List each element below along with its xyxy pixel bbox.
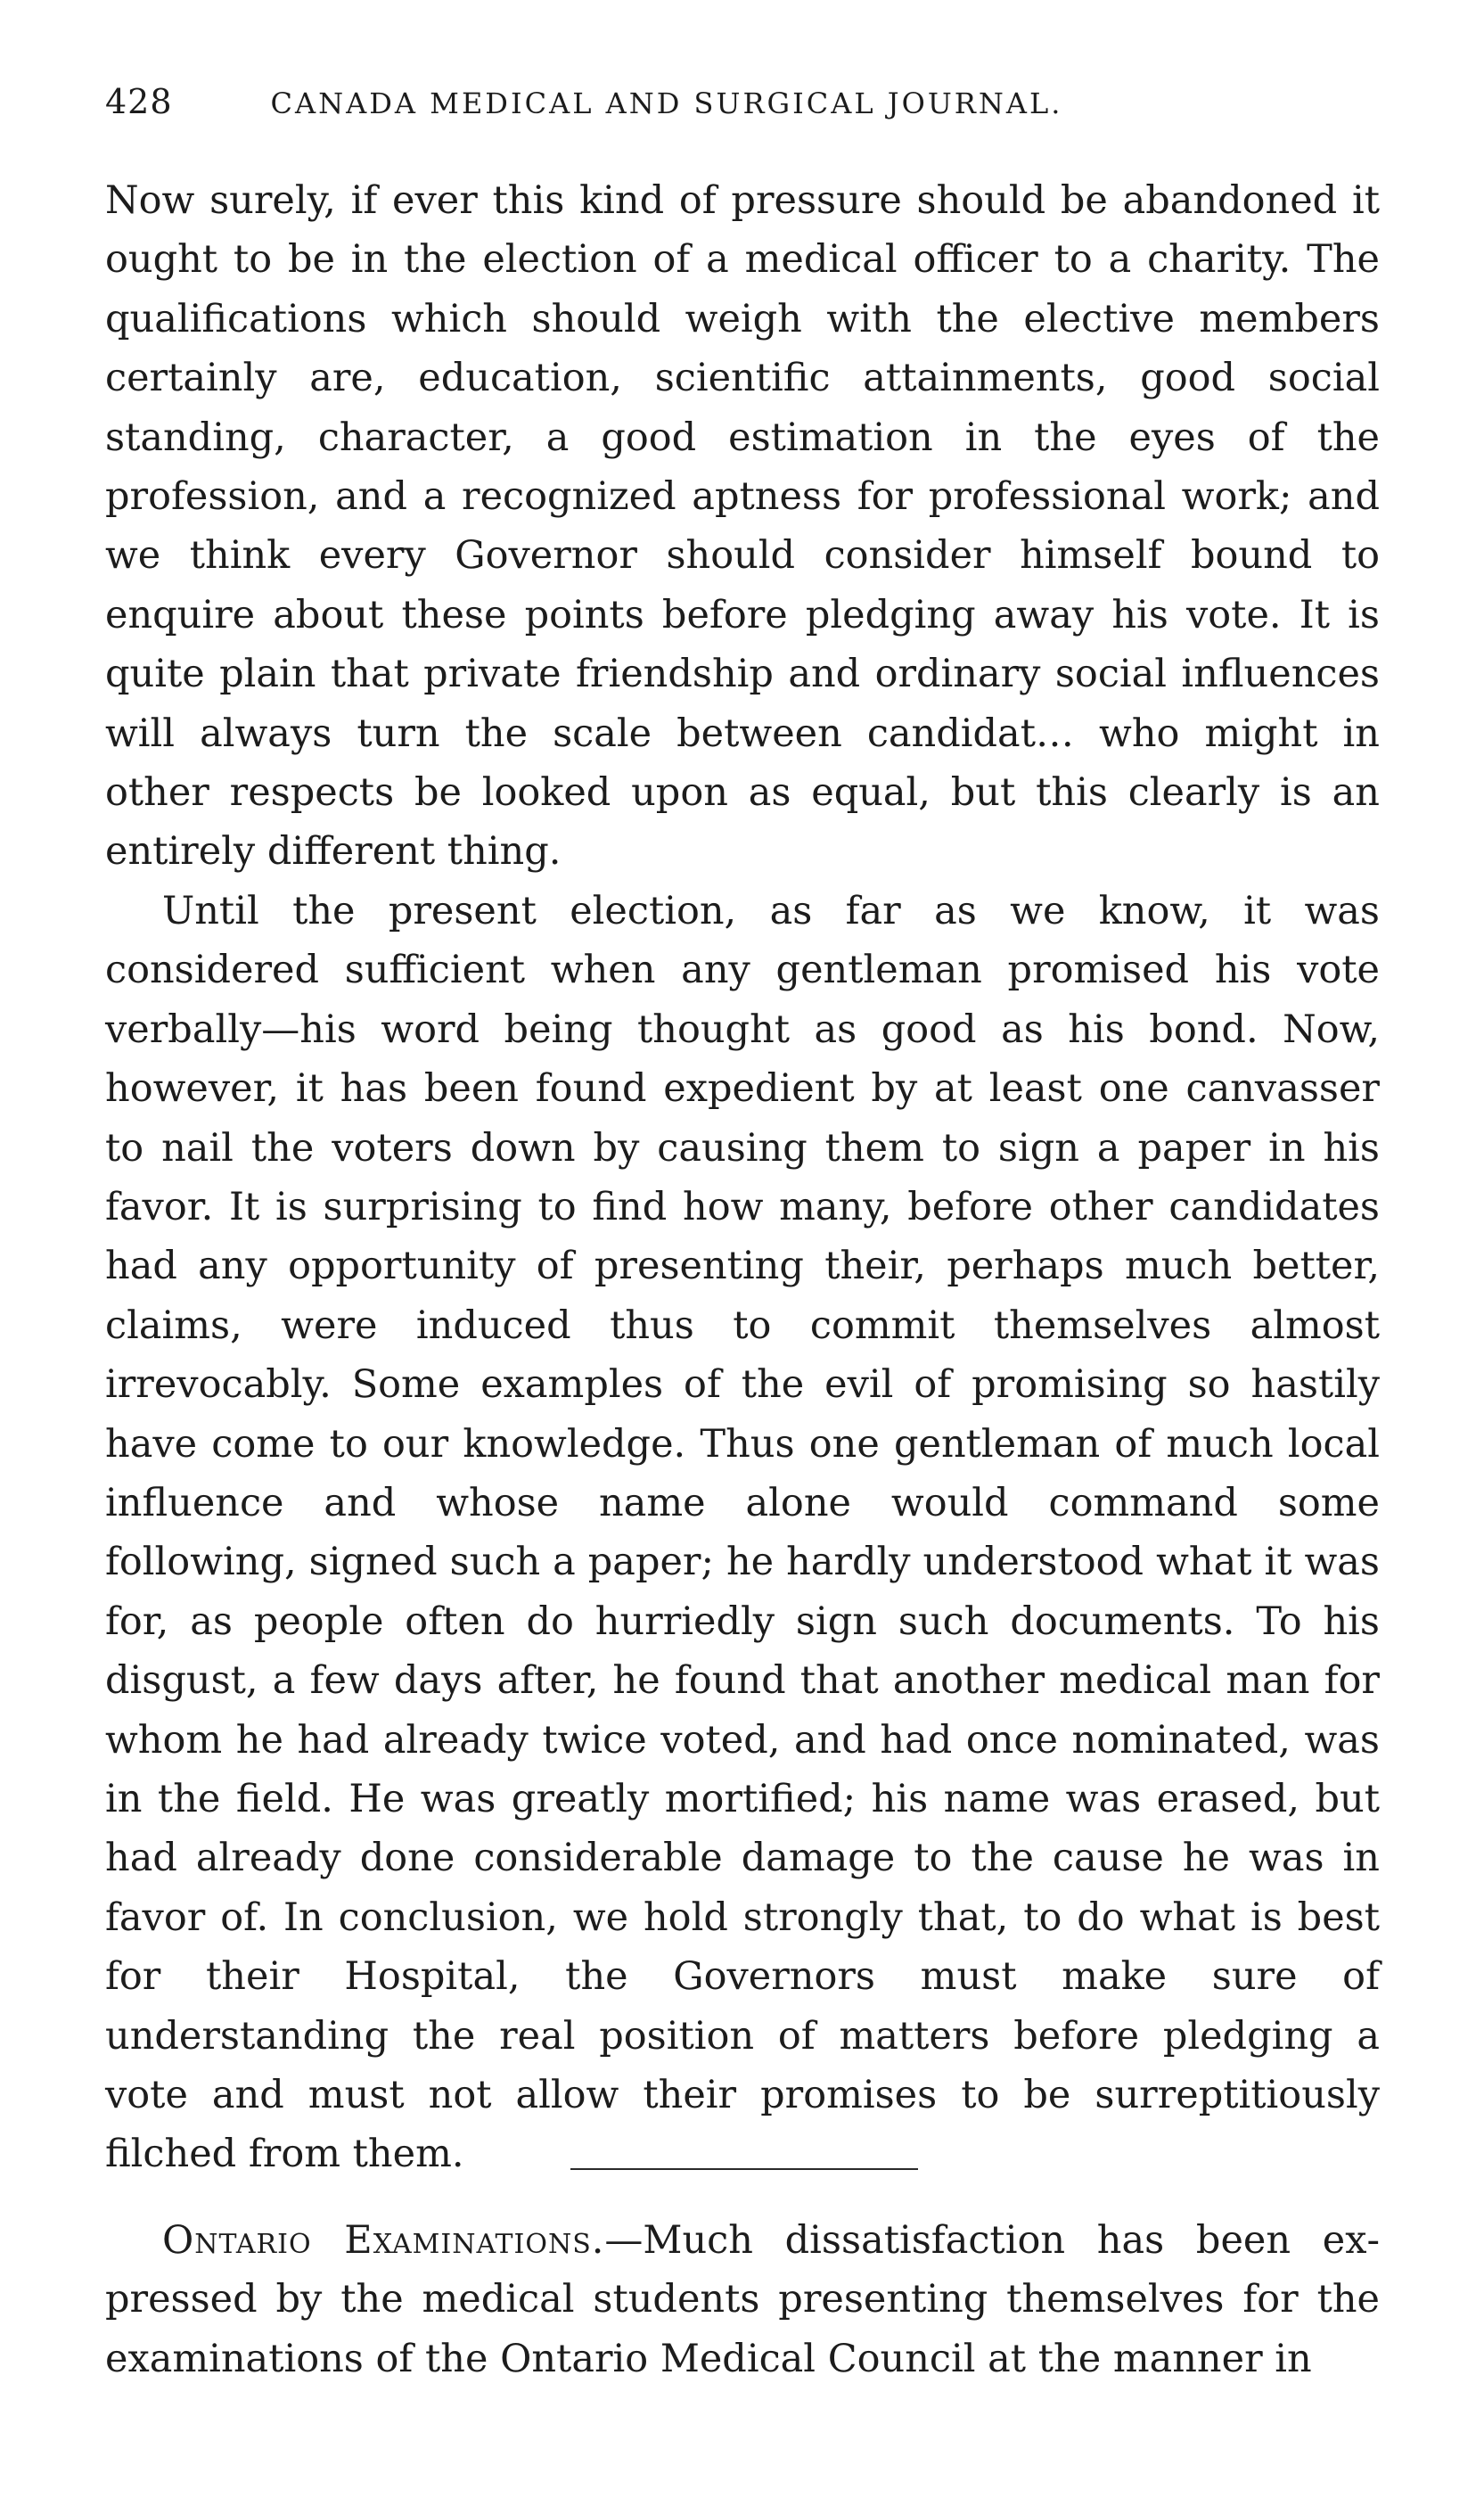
paragraph-1: Now surely, if ever this kind of pressure should be abandoned it ought to be in the election of a medical officer to a charity. The qualifications which should weigh with the elective members certainly are, education, scientific attainments, good social standing, character, a good estimation in the eyes of the profession, and a recognized aptness for professional work; and we think every Governor should consider himself bound to enquire about these points before pledging away his vote. It is quite plain that private friendship and ordinary social influences will always turn the scale between candidat… who might in other respects be looked upon as equal, but this clearly is an entirely different thing. <box>105 178 1380 875</box>
section-text: Much dissatisfaction has been expressed by the medical students presenting themselves for the examinations of the Ontario Medical Council at the manner in <box>105 2218 1380 2381</box>
article-body <box>105 171 1380 2184</box>
section-paragraph <box>105 2211 1380 2388</box>
section-ontario-examinations <box>105 2211 1380 2388</box>
section-dash: — <box>604 2218 644 2263</box>
running-head: CANADA MEDICAL AND SURGICAL JOURNAL. <box>270 86 1063 120</box>
page-header <box>105 82 1380 136</box>
page-number: 428 <box>105 82 173 121</box>
paragraph-2: Until the present election, as far as we know, it was considered sufficient when any gentleman promised his vote verbally—his word being thought as good as his bond. Now, however, it has been found expedient by at least one canvasser to nail the voters down by causing them to sign a paper in his favor. It is surprising to find how many, before other candidates had any opportunity of presenting their, perhaps much better, claims, were induced thus to commit themselves almost irrevocably. Some examples of the evil of promising so hastily have come to our knowledge. Thus one gentleman of much local influence and whose name alone would command some following, signed such a paper; he hardly understood what it was for, as people often do hurriedly sign such documents. To his disgust, a few days after, he found that another medical man for whom he had already twice voted, and had once nominated, was in the field. He was greatly mortified; his name was erased, but had already done considerable damage to the cause he was in favor of. In conclusion, we hold strongly that, to do what is best for their Hospital, the Governors must make sure of understanding the real position of matters before pledging a vote and must not allow their promises to be surreptitiously filched from them. <box>105 888 1380 2177</box>
section-heading: Ontario Examinations. <box>162 2218 605 2263</box>
section-divider <box>570 2168 918 2170</box>
